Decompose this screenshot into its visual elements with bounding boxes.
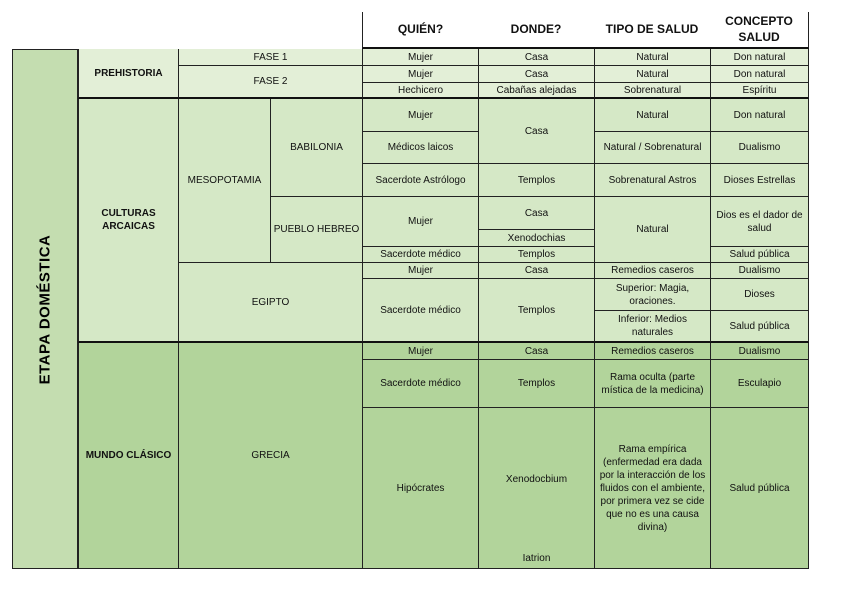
cell-tipo: Remedios caseros [594, 343, 710, 360]
cell-quien: Mujer [362, 343, 478, 360]
cell-donde: Casa [478, 343, 594, 360]
fase-2: FASE 2 [178, 66, 362, 99]
cell-quien: Sacerdote médico [362, 279, 478, 343]
cell-concepto: Espíritu [710, 83, 809, 99]
era-culturas-arcaicas: CULTURAS ARCAICAS [78, 99, 178, 343]
cell-quien: Mujer [362, 66, 478, 83]
cell-quien: Hipócrates [362, 408, 478, 569]
header-tipo: TIPO DE SALUD [594, 12, 710, 49]
era-prehistoria: PREHISTORIA [78, 49, 178, 99]
cell-quien: Sacerdote Astrólogo [362, 164, 478, 197]
cell-concepto: Esculapio [710, 360, 809, 408]
cell-tipo: Rama empírica (enfermedad era dada por la interacción de los fluidos con el ambiente, por primera vez se cide que no es una causa divina) [594, 408, 710, 569]
cell-concepto: Dualismo [710, 343, 809, 360]
cell-concepto: Dioses Estrellas [710, 164, 809, 197]
fase-1: FASE 1 [178, 49, 362, 66]
cell-concepto: Dioses [710, 279, 809, 311]
header-concepto: CONCEPTO SALUD [710, 12, 809, 49]
cell-quien: Mujer [362, 197, 478, 247]
cell-tipo: Rama oculta (parte mística de la medicina) [594, 360, 710, 408]
cell-concepto: Salud pública [710, 311, 809, 343]
cell-concepto: Salud pública [710, 247, 809, 263]
cell-concepto: Dualismo [710, 263, 809, 279]
era-mundo-clasico: MUNDO CLÁSICO [78, 343, 178, 569]
cell-tipo: Remedios caseros [594, 263, 710, 279]
cell-donde: Templos [478, 164, 594, 197]
etapa-domestica-label: ETAPA DOMÉSTICA [12, 49, 78, 569]
cell-concepto: Salud pública [710, 408, 809, 569]
cell-donde: Xenodochias [478, 230, 594, 247]
cell-tipo: Natural / Sobrenatural [594, 132, 710, 164]
cell-donde: Casa [478, 99, 594, 164]
cell-donde: Templos [478, 279, 594, 343]
cell-donde: Casa [478, 66, 594, 83]
cell-tipo: Sobrenatural [594, 83, 710, 99]
cell-donde: Casa [478, 263, 594, 279]
region-mesopotamia: MESOPOTAMIA [178, 99, 270, 263]
cell-donde: Casa [478, 49, 594, 66]
cell-concepto: Don natural [710, 49, 809, 66]
cell-quien: Mujer [362, 49, 478, 66]
cell-concepto: Don natural [710, 66, 809, 83]
cell-donde: Casa [478, 197, 594, 230]
region-egipto: EGIPTO [178, 263, 362, 343]
cell-quien: Médicos laicos [362, 132, 478, 164]
cell-tipo: Superior: Magia, oraciones. [594, 279, 710, 311]
cell-tipo: Natural [594, 99, 710, 132]
cell-concepto: Don natural [710, 99, 809, 132]
cell-quien: Mujer [362, 99, 478, 132]
cell-donde [478, 408, 594, 569]
cell-quien: Hechicero [362, 83, 478, 99]
cell-concepto: Dualismo [710, 132, 809, 164]
cell-tipo: Sobrenatural Astros [594, 164, 710, 197]
header-quien: QUIÉN? [362, 12, 478, 49]
cell-tipo: Natural [594, 49, 710, 66]
cell-quien: Sacerdote médico [362, 247, 478, 263]
cell-tipo: Inferior: Medios naturales [594, 311, 710, 343]
donde-xenodocbium: Xenodocbium [505, 473, 568, 485]
cell-donde: Templos [478, 247, 594, 263]
cell-quien: Sacerdote médico [362, 360, 478, 408]
cell-donde: Cabañas alejadas [478, 83, 594, 99]
region-pueblo-hebreo: PUEBLO HEBREO [270, 197, 362, 263]
cell-donde: Templos [478, 360, 594, 408]
cell-tipo: Natural [594, 66, 710, 83]
cell-quien: Mujer [362, 263, 478, 279]
cell-tipo: Natural [594, 197, 710, 263]
region-grecia: GRECIA [178, 343, 362, 569]
cell-concepto: Dios es el dador de salud [710, 197, 809, 247]
header-donde: DONDE? [478, 12, 594, 49]
region-babilonia: BABILONIA [270, 99, 362, 197]
donde-iatrion: Iatrion [522, 553, 551, 564]
